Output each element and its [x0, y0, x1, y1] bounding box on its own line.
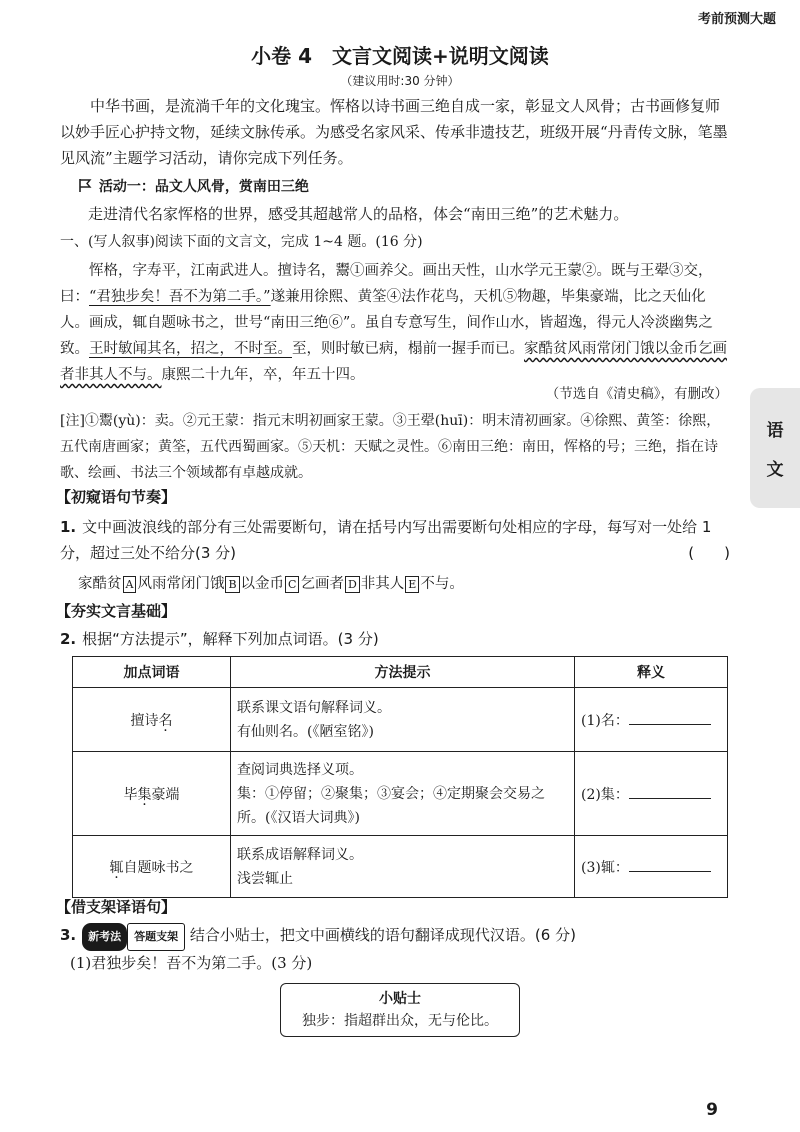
- question-1-number: 1.: [60, 518, 77, 536]
- classical-part-1: 恽格，字寿平，江南武进人。擅诗名，鬻①画养父。画出天性，山水学元王蒙②。既与王翚③交，曰：: [60, 263, 713, 305]
- question-1-text: 文中画波浪线的部分有三处需要断句，请在括号内写出需要断句处相应的字母，每写对一处给 1 分，超过三处不给分(3 分): [60, 518, 712, 562]
- flag-icon: [78, 178, 92, 197]
- side-tab-char-1: 语: [766, 421, 784, 441]
- classical-text: [60, 258, 730, 388]
- underlined-sentence-2: 王时敏闻其名，招之，不时至。: [89, 341, 292, 357]
- answer-blank-1[interactable]: [629, 710, 711, 725]
- answer-parenthesis: ( ): [688, 544, 730, 562]
- new-method-badge: 新考法: [82, 923, 127, 951]
- tip-box: [280, 983, 520, 1037]
- dotted-char: 名: [158, 712, 173, 729]
- segment-2: 风雨常闭门饿: [137, 576, 225, 592]
- segment-3: 以金币: [240, 576, 285, 592]
- page-number: 9: [706, 1100, 718, 1120]
- answer-cell: (3)辄：: [575, 836, 728, 898]
- side-tab-char-2: 文: [766, 460, 784, 480]
- segment-1: 家酷贫: [78, 576, 122, 592]
- classical-part-3: 至，则时敏已病，榻前一握手而已。: [292, 341, 524, 357]
- header-label: 考前预测大题: [697, 12, 776, 27]
- dotted-char: 辄: [109, 859, 124, 876]
- answer-blank-2[interactable]: [629, 784, 711, 799]
- segment-5: 非其人: [360, 576, 405, 592]
- section-heading-1: 【初窥语句节奏】: [56, 488, 177, 506]
- header-meaning: 释义: [575, 657, 728, 688]
- intro-paragraph: 中华书画，是流淌千年的文化瑰宝。恽格以诗书画三绝自成一家，彰显文人风骨；古书画修复师以妙手匠心护持文物，延续文脉传承。为感受名家风采、传承非遗技艺，班级开展“丹青传文脉，笔墨见风流”主题学习活动，请你完成下列任务。: [60, 97, 728, 167]
- vocab-table: [72, 656, 728, 898]
- annotations: [注]①鬻(yù)：卖。②元王蒙：指元末明初画家王蒙。③王翚(huī)：明末清初画家。④徐熙、黄筌：徐熙，五代南唐画家；黄筌，五代西蜀画家。⑤天机：天赋之灵性。⑥南田三绝：南田，恽格的号；三绝，指在诗歌、绘画、书法三个领域都有卓越成就。: [60, 413, 721, 481]
- source-note: （节选自《清史稿》，有删改）: [545, 386, 728, 402]
- activity-title-text: 活动一：品文人风骨，赏南田三绝: [98, 179, 309, 195]
- classical-part-2: 遂兼用徐熙、黄筌④法作花鸟，天机⑤物趣，毕集豪端，比之天仙化人。画成，辄自题咏书之，世号“南田三绝⑥”。虽自专意写生，间作山水，皆超逸，得元人冷淡幽隽之致。: [60, 289, 713, 357]
- page-title: 小卷 4 文言文阅读+说明文阅读: [251, 44, 549, 68]
- question-2-text: 根据“方法提示”，解释下列加点词语。(3 分): [82, 630, 379, 648]
- hint-cell: 联系成语解释词义。 浅尝辄止: [231, 836, 575, 898]
- question-2-number: 2.: [60, 630, 77, 648]
- letter-box-d: D: [345, 576, 360, 593]
- word-cell: 擅诗名: [73, 688, 231, 752]
- answer-blank-3[interactable]: [629, 857, 711, 872]
- subject-side-tab: [750, 388, 800, 508]
- word-cell: 毕集豪端: [73, 752, 231, 836]
- letter-box-c: C: [285, 576, 299, 593]
- answer-scaffold-badge: 答题支架: [127, 923, 185, 951]
- section-heading-3: 【借支架译语句】: [56, 898, 177, 916]
- table-row: [73, 836, 728, 898]
- dotted-char: 集: [137, 786, 152, 803]
- hint-cell: 查阅词典选择义项。 集：①停留；②聚集；③宴会；④定期聚会交易之所。(《汉语大词典》): [231, 752, 575, 836]
- table-row: [73, 688, 728, 752]
- hint-cell: 联系课文语句解释词义。 有仙则名。(《陋室铭》): [231, 688, 575, 752]
- punctuation-sentence: [78, 572, 464, 593]
- segment-4: 乞画者: [300, 576, 344, 592]
- question-3: [60, 922, 736, 951]
- letter-box-e: E: [405, 576, 419, 593]
- time-note: （建议用时:30 分钟）: [340, 74, 460, 88]
- segment-6: 不与。: [420, 576, 464, 592]
- word-cell: 辄自题咏书之: [73, 836, 231, 898]
- answer-cell: (1)名：: [575, 688, 728, 752]
- section-heading-2: 【夯实文言基础】: [56, 602, 177, 620]
- tip-title: 小贴士: [379, 991, 421, 1007]
- table-header-row: [73, 657, 728, 688]
- tip-content: 独步：指超群出众，无与伦比。: [302, 1013, 498, 1029]
- question-2: [60, 626, 736, 652]
- table-row: [73, 752, 728, 836]
- header-hint: 方法提示: [231, 657, 575, 688]
- activity-title: [78, 176, 309, 197]
- classical-part-4: 康熙二十九年，卒，年五十四。: [161, 367, 365, 383]
- question-3-text: 结合小贴士，把文中画横线的语句翻译成现代汉语。(6 分): [189, 926, 576, 944]
- letter-box-b: B: [225, 576, 239, 593]
- wavy-sentence: 家酷贫风雨常闭门饿以金币乞画者非其人不与。: [60, 341, 727, 383]
- activity-desc: 走进清代名家恽格的世界，感受其超越常人的品格，体会“南田三绝”的艺术魅力。: [88, 205, 629, 223]
- letter-box-a: A: [123, 576, 137, 593]
- question-group-title: 一、(写人叙事)阅读下面的文言文，完成 1~4 题。(16 分): [60, 234, 423, 250]
- question-3-sub-1: (1)君独步矣！吾不为第二手。(3 分): [70, 954, 313, 972]
- header-word: 加点词语: [73, 657, 231, 688]
- answer-cell: (2)集：: [575, 752, 728, 836]
- question-3-number: 3.: [60, 926, 77, 944]
- question-1: [60, 514, 736, 566]
- underlined-sentence-1: “君独步矣！吾不为第二手。”: [89, 289, 271, 305]
